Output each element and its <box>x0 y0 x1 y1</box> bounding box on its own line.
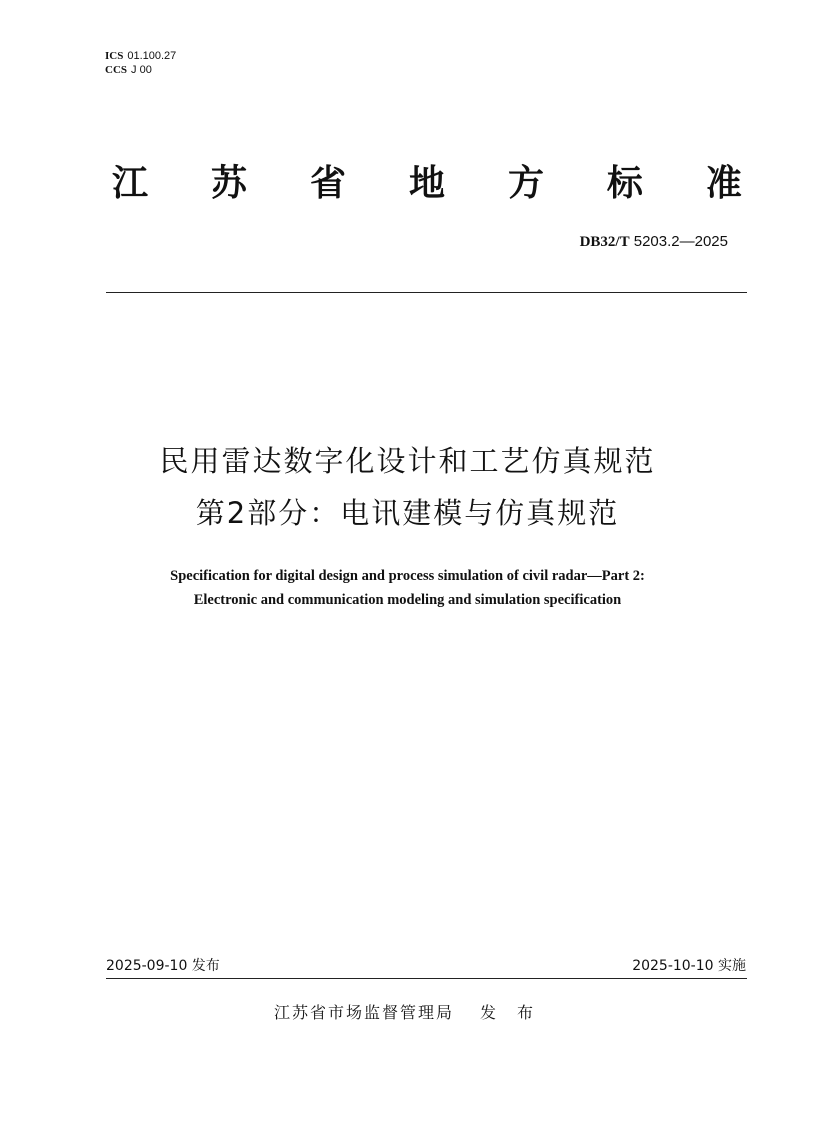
title-en-line1: Specification for digital design and process simulation of civil radar—Part 2: <box>170 568 645 584</box>
title-en-line2: Electronic and communication modeling and simulation specification <box>193 592 622 608</box>
title-zh-line1: 民用雷达数字化设计和工艺仿真规范 <box>159 444 656 478</box>
standard-number-value: 5203.2—2025 <box>629 233 728 250</box>
issuer-action: 发 布 <box>479 1003 542 1022</box>
issuer-name: 江苏省市场监督管理局 <box>273 1003 454 1022</box>
implement-date: 2025-10-10 实施 <box>632 958 746 974</box>
classification-codes <box>105 49 176 77</box>
ccs-code <box>105 63 176 77</box>
release-date: 2025-09-10 发布 <box>106 958 220 974</box>
ccs-label: CCS <box>105 64 128 76</box>
standard-category-char: 省 <box>309 163 346 204</box>
standard-number-prefix: DB32/T <box>579 234 630 250</box>
issuer <box>0 1003 815 1023</box>
standard-category-char: 方 <box>507 163 544 204</box>
ccs-value: J 00 <box>131 64 152 76</box>
ics-code <box>105 49 176 63</box>
standard-category-char: 标 <box>606 163 643 204</box>
standard-category-char: 地 <box>408 163 445 204</box>
title-zh-line2: 第2部分：电讯建模与仿真规范 <box>195 496 620 530</box>
header-divider <box>106 292 747 293</box>
standard-number <box>580 232 728 251</box>
standard-category <box>112 162 742 206</box>
standard-category-char: 江 <box>112 163 149 204</box>
footer-divider <box>106 978 747 979</box>
standard-category-char: 苏 <box>210 163 247 204</box>
ics-label: ICS <box>105 50 124 62</box>
ics-value: 01.100.27 <box>127 50 177 62</box>
standard-category-char: 准 <box>705 163 742 204</box>
